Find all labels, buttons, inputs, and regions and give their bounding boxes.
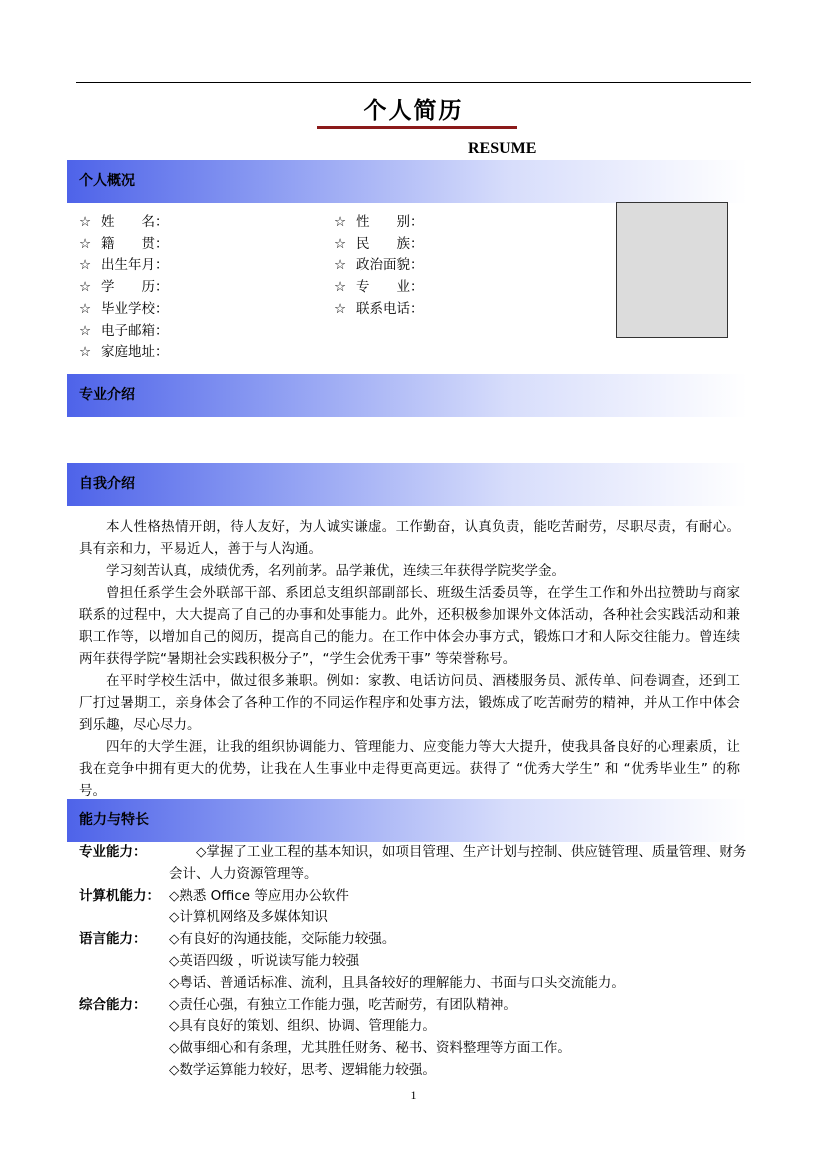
info-row-gender [334,212,424,234]
skill-items [169,995,751,1082]
star-icon: ☆ [334,279,347,296]
page-subtitle: RESUME [468,140,537,157]
info-label: 性 别： [356,214,424,230]
section-title: 个人概况 [79,173,135,189]
section-header-abilities [67,799,747,842]
info-label: 政治面貌： [356,257,424,274]
title-underline [317,126,517,129]
star-icon: ☆ [79,322,92,339]
section-header-self-intro [67,463,747,506]
skill-items [169,886,751,930]
page-title: 个人简历 [363,97,464,124]
info-row-address [79,342,169,364]
star-icon: ☆ [334,235,347,252]
info-label: 籍 贯： [101,235,169,252]
top-rule [76,82,751,83]
intro-paragraph: 在平时学校生活中，做过很多兼职。例如：家教、电话访问员、酒楼服务员、派传单、问卷调查，还到工厂打过暑期工，亲身体会了各种工作的不同运作程序和处事方法，锻炼成了吃苦耐劳的精神，并从工作中体会到乐趣，尽心尽力。 [79,673,740,733]
intro-paragraph: 四年的大学生涯，让我的组织协调能力、管理能力、应变能力等大大提升，使我具备良好的心理素质，让我在竞争中拥有更大的优势，让我在人生事业中走得更高更远。获得了 “优秀大学生” 和 “优秀毕业生” 的称号。 [79,739,740,799]
personal-info-left [79,212,169,364]
star-icon: ☆ [79,279,92,296]
intro-paragraph: 曾担任系学生会外联部干部、系团总支组织部副部长、班级生活委员等，在学生工作和外出拉赞助与商家联系的过程中，大大提高了自己的办事和处事能力。此外，还积极参加课外文体活动，各种社会实践活动和兼职工作等，以增加自己的阅历，提高自己的能力。在工作中体会办事方式，锻炼口才和人际交往能力。曾连续两年获得学院“暑期社会实践积极分子”，“学生会优秀干事” 等荣誉称号。 [79,585,740,667]
skill-item: ◇英语四级 ，听说读写能力较强 [169,952,360,969]
skill-label: 专业能力： [79,844,147,860]
star-icon: ☆ [79,214,92,230]
intro-paragraph: 学习刻苦认真，成绩优秀，名列前茅。品学兼优，连续三年获得学院奖学金。 [106,563,565,579]
section-header-major [67,374,747,417]
info-row-phone [334,299,424,321]
info-label: 姓 名： [101,214,169,230]
photo-placeholder [616,202,728,338]
info-label: 毕业学校： [101,300,169,317]
skill-professional [79,842,751,886]
self-intro-body [79,516,740,802]
section-header-overview [67,160,747,203]
skill-label: 语言能力： [79,931,147,948]
info-row-major [334,277,424,299]
star-icon: ☆ [79,344,92,361]
skill-item: ◇熟悉 Office 等应用办公软件 [169,887,349,904]
info-row-ethnicity [334,234,424,256]
skill-label: 综合能力： [79,996,147,1013]
skill-label: 计算机能力： [79,887,160,904]
info-label: 专 业： [356,279,424,296]
skill-item: ◇粤话、普通话标准、流利，且具备较好的理解能力、书面与口头交流能力。 [169,974,625,991]
page-number: 1 [410,1088,417,1102]
info-row-birth [79,255,169,277]
skill-language [79,929,751,994]
skill-items [169,929,751,994]
skill-item: ◇有良好的沟通技能，交际能力较强。 [169,931,396,948]
info-label: 学 历： [101,279,169,296]
skills-list [79,842,751,1082]
info-row-email [79,321,169,343]
star-icon: ☆ [334,257,347,274]
personal-info-right [334,212,424,321]
star-icon: ☆ [334,300,347,317]
section-title: 能力与特长 [79,812,149,828]
info-label: 家庭地址： [101,344,169,361]
section-title: 自我介绍 [79,476,135,492]
skill-item: ◇数学运算能力较好，思考、逻辑能力较强。 [169,1061,436,1078]
skill-item: ◇具有良好的策划、组织、协调、管理能力。 [169,1018,436,1035]
info-row-hometown [79,234,169,256]
skill-items [169,842,751,886]
skill-item: ◇做事细心和有条理，尤其胜任财务、秘书、资料整理等方面工作。 [169,1040,571,1057]
info-row-education [79,277,169,299]
skill-computer [79,886,751,930]
skill-item: ◇计算机网络及多媒体知识 [169,909,328,926]
skill-general [79,995,751,1082]
info-label: 电子邮箱： [101,322,169,339]
info-label: 民 族： [356,235,424,252]
info-row-political [334,255,424,277]
info-row-school [79,299,169,321]
section-title: 专业介绍 [79,387,135,403]
info-row-name [79,212,169,234]
star-icon: ☆ [79,257,92,274]
skill-item: ◇掌握了工业工程的基本知识，如项目管理、生产计划与控制、供应链管理、质量管理、财务会计、人力资源管理等。 [169,844,747,882]
info-label: 联系电话： [356,300,424,317]
intro-paragraph: 本人性格热情开朗，待人友好，为人诚实谦虚。工作勤奋，认真负责，能吃苦耐劳，尽职尽责，有耐心。具有亲和力，平易近人，善于与人沟通。 [79,519,740,557]
star-icon: ☆ [79,300,92,317]
star-icon: ☆ [334,214,347,230]
star-icon: ☆ [79,235,92,252]
skill-item: ◇责任心强，有独立工作能力强，吃苦耐劳，有团队精神。 [169,996,517,1013]
info-label: 出生年月： [101,257,169,274]
